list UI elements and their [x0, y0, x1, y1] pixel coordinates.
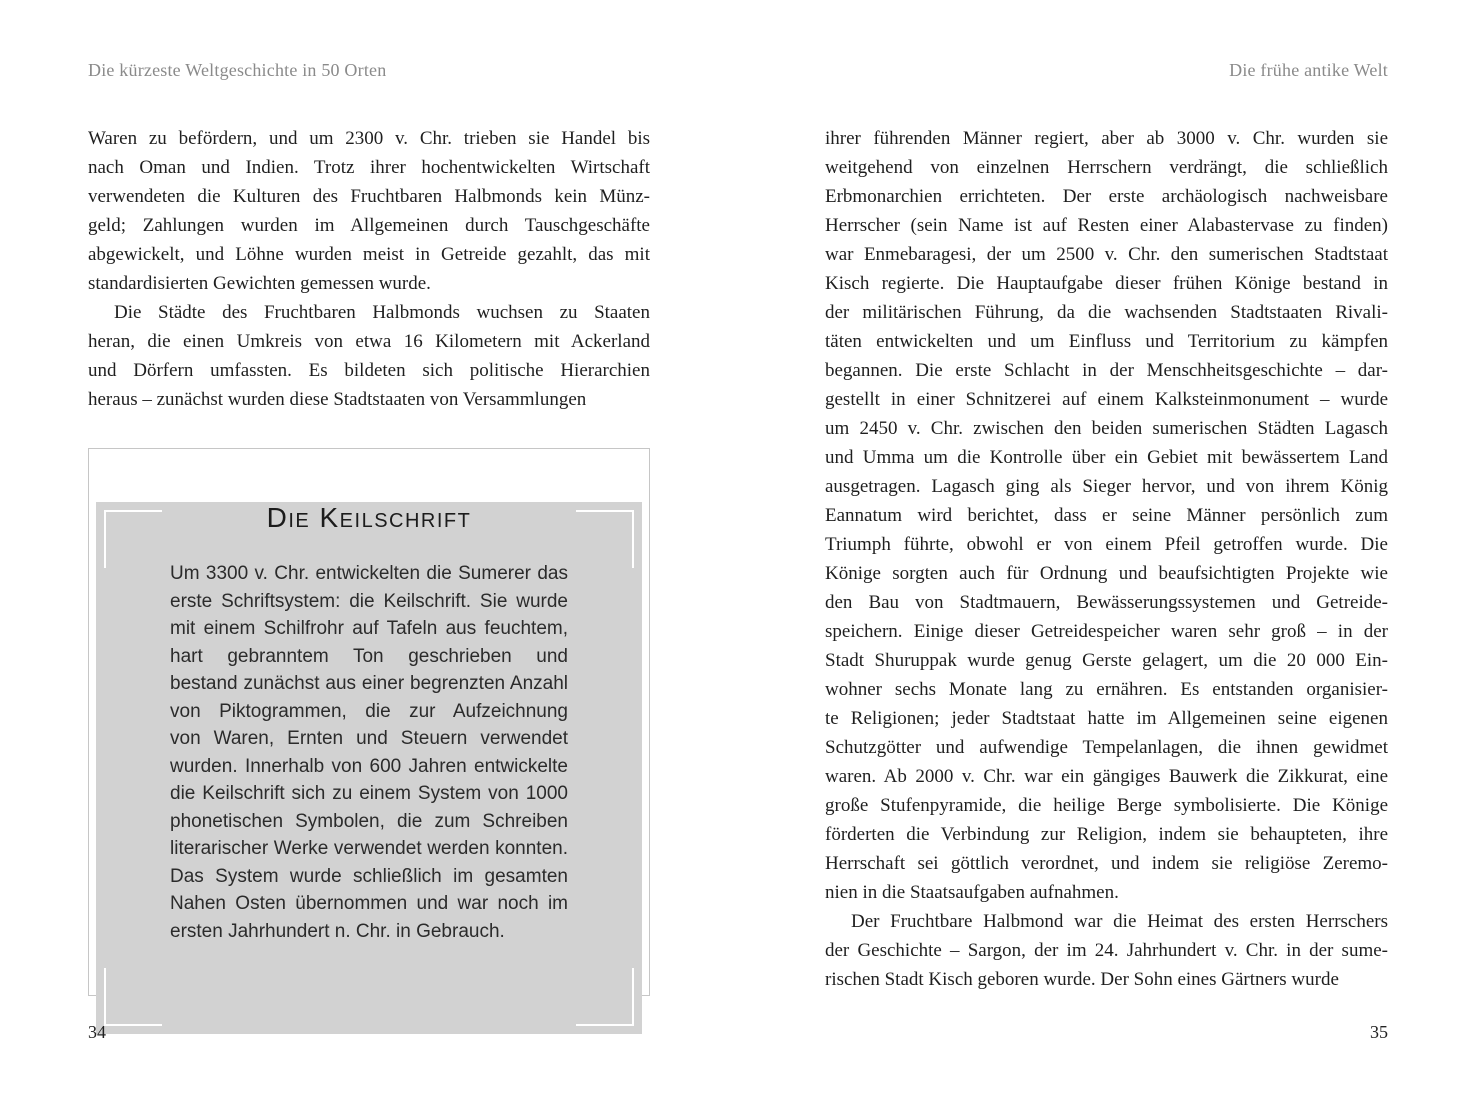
paragraph — [825, 907, 1388, 994]
text-line: ersten Jahrhundert n. Chr. in Gebrauch. — [170, 920, 505, 942]
text-line: um 2450 v. Chr. zwischen den beiden sumerischen Städten Lagasch — [825, 418, 1388, 439]
text-line: speichern. Einige dieser Getreidespeicher waren sehr groß – in der — [825, 621, 1388, 642]
text-line: bestand zunächst aus einer begrenzten Anzahl — [170, 673, 568, 694]
text-line: te Religionen; jeder Stadtstaat hatte im Allgemeinen seine eigenen — [825, 708, 1388, 729]
text-line: Herrschaft sei göttlich verordnet, und indem sie religiöse Zeremo- — [825, 853, 1388, 874]
text-line: hart gebranntem Ton geschrieben und — [170, 645, 568, 667]
text-line: begannen. Die erste Schlacht in der Menschheitsgeschichte – dar- — [825, 360, 1388, 381]
paragraph — [825, 124, 1388, 907]
text-line: Könige sorgten auch für Ordnung und beaufsichtigten Projekte wie — [825, 563, 1388, 584]
text-line: Der Fruchtbare Halbmond war die Heimat des ersten Herrschers — [851, 911, 1388, 932]
text-line: Die Städte des Fruchtbaren Halbmonds wuchsen zu Staaten — [114, 302, 650, 323]
text-line: und Dörfern umfassten. Es bildeten sich politische Hierarchien — [88, 360, 650, 381]
running-header-right: Die frühe antike Welt — [1229, 60, 1388, 80]
text-line: wohner sechs Monate lang zu ernähren. Es entstanden organisier- — [825, 679, 1388, 700]
text-line: von Waren, Ernten und Steuern verwendet — [170, 728, 568, 749]
text-line: Eannatum wird berichtet, dass er seine Männer persönlich zum — [825, 505, 1388, 526]
text-line: mit einem Schilfrohr auf Tafeln aus feuchtem, — [170, 618, 568, 639]
text-line: ihrer führenden Männer regiert, aber ab 3000 v. Chr. wurden sie — [825, 128, 1388, 149]
text-line: den Bau von Stadtmauern, Bewässerungssystemen und Getreide- — [825, 592, 1388, 613]
corner-mark-bottom-right — [576, 968, 634, 1026]
corner-mark-top-right — [576, 510, 634, 568]
corner-mark-bottom-left — [104, 968, 162, 1026]
paragraph — [88, 298, 650, 414]
page-right — [825, 0, 1388, 1104]
text-line: Stadt Shuruppak wurde genug Gerste gelagert, um die 20 000 Ein- — [825, 650, 1388, 671]
text-line: Das System wurde schließlich im gesamten — [170, 865, 568, 887]
text-line: täten entwickelten und um Einfluss und Territorium zu kämpfen — [825, 331, 1388, 352]
text-line: Waren zu befördern, und um 2300 v. Chr. trieben sie Handel bis — [88, 128, 650, 149]
text-line: phonetischen Symbolen, die zum Schreiben — [170, 810, 568, 832]
text-line: Um 3300 v. Chr. entwickelten die Sumerer das — [170, 563, 568, 584]
text-line: war Enmebaragesi, der um 2500 v. Chr. den sumerischen Stadtstaat — [825, 244, 1388, 265]
text-line: Nahen Osten übernommen und war noch im — [170, 893, 568, 914]
text-line: der militärischen Führung, da die wachsenden Stadtstaaten Rivali- — [825, 302, 1388, 323]
text-line: Kisch regierte. Die Hauptaufgabe dieser frühen Könige bestand in — [825, 273, 1388, 294]
text-line: gestellt in einer Schnitzerei auf einem Kalksteinmonument – wurde — [825, 389, 1388, 410]
page-number-right: 35 — [1370, 1022, 1388, 1042]
paragraph — [88, 124, 650, 298]
page-left — [88, 0, 650, 1104]
text-line: standardisierten Gewichten gemessen wurde. — [88, 273, 431, 294]
corner-mark-top-left — [104, 510, 162, 568]
text-line: und Umma um die Kontrolle über ein Gebiet mit bewässertem Land — [825, 447, 1388, 468]
text-line: waren. Ab 2000 v. Chr. war ein gängiges Bauwerk die Zikkurat, eine — [825, 766, 1388, 787]
text-line: verwendeten die Kulturen des Fruchtbaren Halbmonds kein Münz- — [88, 186, 650, 207]
left-body-text — [88, 124, 650, 414]
text-line: von Piktogrammen, die zur Aufzeichnung — [170, 700, 568, 722]
text-line: erste Schriftsystem: die Keilschrift. Sie wurde — [170, 590, 568, 612]
text-line: Triumph führte, obwohl er von einem Pfeil getroffen wurde. Die — [825, 534, 1388, 555]
text-line: nien in die Staatsaufgaben aufnahmen. — [825, 882, 1119, 903]
running-header-left: Die kürzeste Weltgeschichte in 50 Orten — [88, 60, 387, 80]
text-line: der Geschichte – Sargon, der im 24. Jahrhundert v. Chr. in der sume- — [825, 940, 1388, 961]
text-line: heran, die einen Umkreis von etwa 16 Kilometern mit Ackerland — [88, 331, 650, 352]
right-body-text — [825, 124, 1388, 994]
text-line: Erbmonarchien errichteten. Der erste archäologisch nachweisbare — [825, 186, 1388, 207]
text-line: heraus – zunächst wurden diese Stadtstaaten von Versammlungen — [88, 389, 587, 410]
infobox-panel — [96, 502, 642, 1034]
text-line: nach Oman und Indien. Trotz ihrer hochentwickelten Wirtschaft — [88, 157, 650, 178]
text-line: ausgetragen. Lagasch ging als Sieger hervor, und von ihrem König — [825, 476, 1388, 497]
text-line: literarischer Werke verwendet werden konnten. — [170, 838, 568, 859]
text-line: die Keilschrift sich zu einem System von 1000 — [170, 783, 568, 804]
infobox-title: Die Keilschrift — [266, 502, 472, 533]
text-line: wurden. Innerhalb von 600 Jahren entwickelte — [170, 755, 568, 777]
text-line: weitgehend von einzelnen Herrschern verdrängt, die schließlich — [825, 157, 1388, 178]
text-line: abgewickelt, und Löhne wurden meist in Getreide gezahlt, das mit — [88, 244, 650, 265]
text-line: geld; Zahlungen wurden im Allgemeinen durch Tauschgeschäfte — [88, 215, 650, 236]
keilschrift-infobox — [88, 448, 650, 996]
text-line: förderten die Verbindung zur Religion, indem sie behaupteten, ihre — [825, 824, 1388, 845]
page-number-left: 34 — [88, 1022, 106, 1042]
text-line: Herrscher (sein Name ist auf Resten einer Alabastervase zu finden) — [825, 215, 1388, 236]
text-line: große Stufenpyramide, die heilige Berge symbolisierte. Die Könige — [825, 795, 1388, 816]
infobox-body-text — [170, 560, 568, 945]
text-line: Schutzgötter und aufwendige Tempelanlagen, die ihnen gewidmet — [825, 737, 1388, 758]
text-line: rischen Stadt Kisch geboren wurde. Der Sohn eines Gärtners wurde — [825, 969, 1339, 990]
